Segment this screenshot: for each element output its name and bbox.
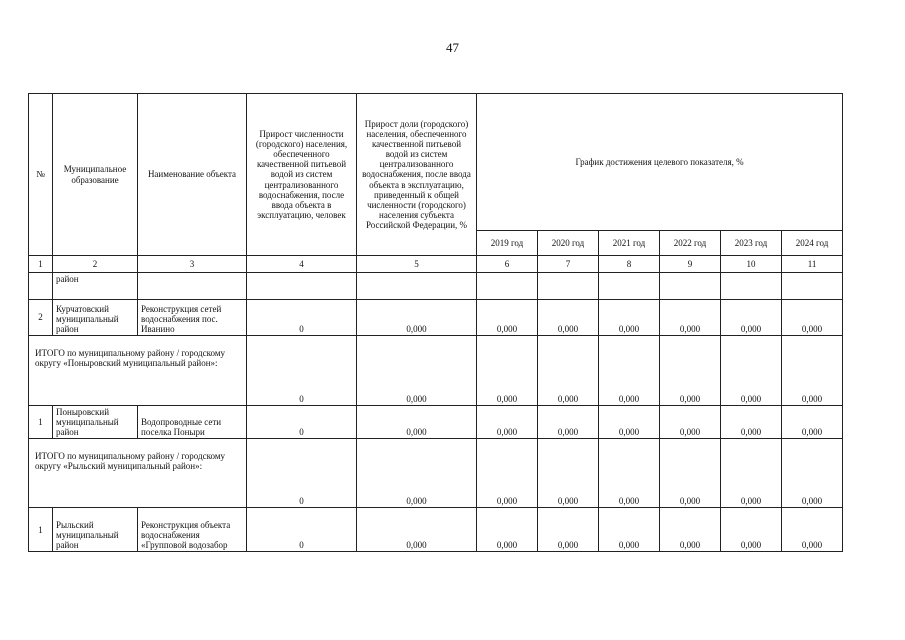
row-population: 0 bbox=[247, 336, 357, 406]
row-population: 0 bbox=[247, 439, 357, 508]
row-year-value: 0,000 bbox=[538, 508, 599, 552]
row-object: Водопроводные сети поселка Поныри bbox=[138, 406, 247, 439]
table-row bbox=[29, 508, 843, 552]
row-year-value: 0,000 bbox=[538, 439, 599, 508]
page-number: 47 bbox=[446, 40, 459, 55]
row-population: 0 bbox=[247, 406, 357, 439]
row-year-value: 0,000 bbox=[782, 439, 843, 508]
column-number: 7 bbox=[538, 256, 599, 273]
row-share: 0,000 bbox=[357, 336, 477, 406]
row-population: 0 bbox=[247, 300, 357, 336]
row-year-value: 0,000 bbox=[782, 300, 843, 336]
target-indicator-table bbox=[28, 93, 843, 552]
row-population: 0 bbox=[247, 508, 357, 552]
row-year-value: 0,000 bbox=[599, 439, 660, 508]
row-year-value: 0,000 bbox=[477, 406, 538, 439]
header-population-growth: Прирост численности (городского) населения, обеспеченного качественной питьевой водой из систем централизованного водоснабжения, после ввода объекта в эксплуатацию, человек bbox=[247, 94, 357, 256]
row-share: 0,000 bbox=[357, 300, 477, 336]
row-share: 0,000 bbox=[357, 439, 477, 508]
column-number: 1 bbox=[29, 256, 53, 273]
row-year-value: 0,000 bbox=[477, 508, 538, 552]
total-label: ИТОГО по муниципальному району / городскому округу «Поныровский муниципальный район»: bbox=[29, 336, 247, 406]
column-numbers-row bbox=[29, 256, 843, 273]
row-object bbox=[138, 273, 247, 300]
row-year-value: 0,000 bbox=[538, 406, 599, 439]
table-row bbox=[29, 300, 843, 336]
row-no bbox=[29, 273, 53, 300]
total-row bbox=[29, 336, 843, 406]
row-no: 1 bbox=[29, 508, 53, 552]
column-number: 6 bbox=[477, 256, 538, 273]
header-schedule: График достижения целевого показателя, % bbox=[477, 94, 843, 231]
header-year: 2024 год bbox=[782, 231, 843, 256]
row-year-value bbox=[538, 273, 599, 300]
header-year: 2023 год bbox=[721, 231, 782, 256]
row-share: 0,000 bbox=[357, 508, 477, 552]
row-year-value: 0,000 bbox=[721, 508, 782, 552]
header-year: 2022 год bbox=[660, 231, 721, 256]
row-year-value: 0,000 bbox=[599, 336, 660, 406]
row-year-value: 0,000 bbox=[782, 508, 843, 552]
row-year-value: 0,000 bbox=[721, 300, 782, 336]
row-share bbox=[357, 273, 477, 300]
row-year-value: 0,000 bbox=[721, 406, 782, 439]
row-year-value: 0,000 bbox=[660, 406, 721, 439]
table-row bbox=[29, 273, 843, 300]
row-year-value: 0,000 bbox=[660, 439, 721, 508]
header-no: № bbox=[29, 94, 53, 256]
row-year-value: 0,000 bbox=[477, 300, 538, 336]
column-number: 2 bbox=[53, 256, 138, 273]
column-number: 3 bbox=[138, 256, 247, 273]
row-year-value: 0,000 bbox=[660, 300, 721, 336]
header-year: 2020 год bbox=[538, 231, 599, 256]
row-year-value: 0,000 bbox=[660, 508, 721, 552]
row-year-value: 0,000 bbox=[538, 336, 599, 406]
header-object: Наименование объекта bbox=[138, 94, 247, 256]
total-label: ИТОГО по муниципальному району / городскому округу «Рыльский муниципальный район»: bbox=[29, 439, 247, 508]
header-share-growth: Прирост доли (городского) населения, обеспеченного качественной питьевой водой из систем централизованного водоснабжения, после ввода объекта в эксплуатацию, приведенный к общей численности (городского) населения субъекта Российской Федерации, % bbox=[357, 94, 477, 256]
row-municipality: Рыльский муниципальный район bbox=[53, 508, 138, 552]
column-number: 10 bbox=[721, 256, 782, 273]
total-row bbox=[29, 439, 843, 508]
row-municipality: Курчатовский муниципальный район bbox=[53, 300, 138, 336]
row-no: 1 bbox=[29, 406, 53, 439]
row-municipality: район bbox=[53, 273, 138, 300]
column-number: 11 bbox=[782, 256, 843, 273]
column-number: 4 bbox=[247, 256, 357, 273]
row-year-value: 0,000 bbox=[538, 300, 599, 336]
header-year: 2021 год bbox=[599, 231, 660, 256]
row-year-value: 0,000 bbox=[721, 439, 782, 508]
row-no: 2 bbox=[29, 300, 53, 336]
row-year-value bbox=[782, 273, 843, 300]
row-year-value: 0,000 bbox=[477, 439, 538, 508]
row-year-value bbox=[599, 273, 660, 300]
header-municipality: Муниципальное образование bbox=[53, 94, 138, 256]
row-year-value: 0,000 bbox=[599, 406, 660, 439]
row-year-value: 0,000 bbox=[477, 336, 538, 406]
row-year-value: 0,000 bbox=[782, 406, 843, 439]
column-number: 9 bbox=[660, 256, 721, 273]
row-year-value: 0,000 bbox=[599, 300, 660, 336]
row-share: 0,000 bbox=[357, 406, 477, 439]
column-number: 8 bbox=[599, 256, 660, 273]
header-row bbox=[29, 94, 843, 231]
row-year-value bbox=[477, 273, 538, 300]
row-population bbox=[247, 273, 357, 300]
row-year-value: 0,000 bbox=[721, 336, 782, 406]
header-year: 2019 год bbox=[477, 231, 538, 256]
row-object: Реконструкция сетей водоснабжения пос. Иванино bbox=[138, 300, 247, 336]
row-year-value: 0,000 bbox=[660, 336, 721, 406]
row-year-value bbox=[660, 273, 721, 300]
row-year-value bbox=[721, 273, 782, 300]
row-year-value: 0,000 bbox=[599, 508, 660, 552]
row-year-value: 0,000 bbox=[782, 336, 843, 406]
table-row bbox=[29, 406, 843, 439]
row-object: Реконструкция объекта водоснабжения «Групповой водозабор bbox=[138, 508, 247, 552]
row-municipality: Поныровский муниципальный район bbox=[53, 406, 138, 439]
column-number: 5 bbox=[357, 256, 477, 273]
